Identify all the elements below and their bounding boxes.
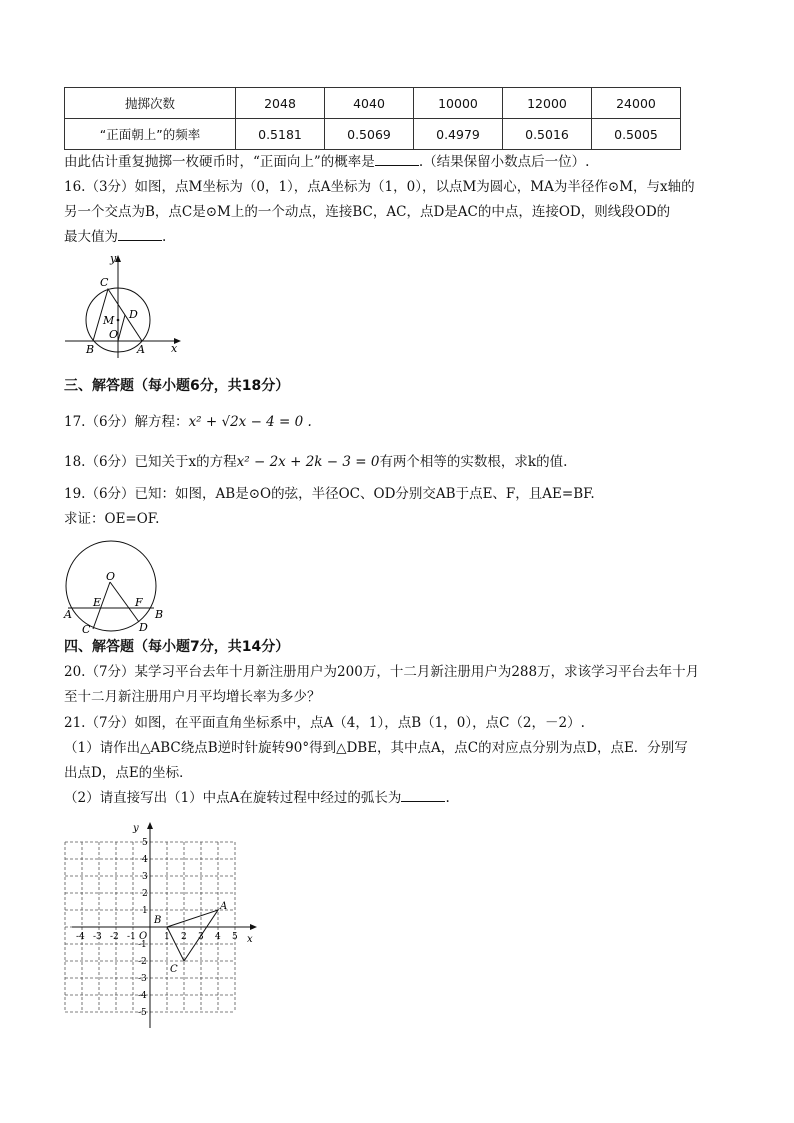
- q18-suffix: 有两个相等的实数根，求k的值.: [379, 454, 568, 470]
- table-cell: 12000: [503, 88, 592, 119]
- q20-line2: 至十二月新注册用户月平均增长率为多少？: [64, 689, 321, 705]
- table-cell: 0.5181: [236, 119, 325, 150]
- y-tick-label: -1: [138, 940, 147, 950]
- label-m: M: [103, 314, 115, 327]
- label-e: E: [93, 596, 102, 609]
- x-tick-label: -3: [93, 932, 102, 942]
- q18: [64, 453, 567, 471]
- y-tick-labels: [138, 838, 148, 1018]
- table-cell: 2048: [236, 88, 325, 119]
- q16-text: 最大值为: [64, 229, 118, 245]
- q17-prefix: 17.（6分）解方程：: [64, 414, 189, 430]
- q18-equation: x² − 2x + 2k − 3 = 0: [236, 454, 380, 470]
- q17-equation: x² + √2x − 4 = 0 .: [188, 414, 312, 430]
- q19-figure: [60, 534, 170, 638]
- x-tick-label: 2: [181, 932, 187, 942]
- q15-conclusion: [64, 153, 589, 171]
- q18-prefix: 18.（6分）已知关于x的方程: [64, 454, 237, 470]
- x-tick-label: -4: [76, 932, 85, 942]
- answer-blank: [375, 153, 419, 166]
- circle-o: [66, 541, 156, 631]
- x-tick-label: 5: [232, 932, 238, 942]
- x-tick-label: -1: [127, 932, 136, 942]
- y-tick-label: 5: [142, 838, 148, 848]
- q21-line1: 21.（7分）如图，在平面直角坐标系中，点A（4，1），点B（1，0），点C（2，－2）.: [64, 715, 585, 731]
- label-d: D: [129, 308, 138, 321]
- q16-end: .: [162, 229, 167, 245]
- frequency-table: [64, 87, 681, 150]
- answer-blank: [118, 228, 162, 241]
- x-tick-label: 3: [198, 932, 204, 942]
- x-tick-label: 1: [164, 932, 170, 942]
- q16-line2: 另一个交点为B，点C是⊙M上的一个动点，连接BC，AC，点D是AC的中点，连接OD，则线段OD的: [64, 204, 671, 220]
- y-tick-label: 1: [142, 906, 148, 916]
- triangle-abc: [167, 910, 218, 961]
- label-b: B: [155, 608, 164, 621]
- q16-line3: [64, 228, 166, 246]
- y-tick-label: -4: [138, 991, 147, 1001]
- q16-line1: 16.（3分）如图，点M坐标为（0，1），点A坐标为（1，0），以点M为圆心，MA为半径作⊙M，与x轴的: [64, 179, 695, 195]
- table-cell: 24000: [592, 88, 681, 119]
- table-cell: 0.5016: [503, 119, 592, 150]
- y-tick-label: 3: [142, 872, 148, 882]
- table-cell: 0.5069: [325, 119, 414, 150]
- q19-line2: 求证：OE=OF.: [64, 511, 160, 527]
- label-f: F: [135, 596, 143, 609]
- section-heading: 四、解答题（每小题7分，共14分）: [64, 639, 290, 655]
- table-row: [65, 88, 681, 119]
- q15-text-end: .（结果保留小数点后一位）.: [418, 154, 590, 170]
- q21-line3: 出点D，点E的坐标．: [64, 765, 193, 781]
- x-tick-label: -2: [110, 932, 119, 942]
- label-o: O: [139, 931, 148, 942]
- label-a: A: [64, 608, 72, 621]
- label-c: C: [170, 964, 178, 975]
- point-m: [117, 319, 120, 322]
- q16-figure: [60, 250, 190, 360]
- label-a: A: [220, 901, 228, 912]
- label-o: O: [109, 328, 119, 341]
- y-tick-label: -3: [138, 974, 147, 984]
- label-c: C: [100, 276, 109, 289]
- y-tick-label: 4: [142, 855, 148, 865]
- x-tick-labels: [76, 932, 238, 942]
- table-cell: “正面朝上”的频率: [65, 119, 236, 150]
- q20-line1: 20.（7分）某学习平台去年十月新注册用户为200万，十二月新注册用户为288万，求该学习平台去年十月: [64, 664, 700, 680]
- q21-grid-figure: [62, 818, 262, 1033]
- q21-text: （2）请直接写出（1）中点A在旋转过程中经过的弧长为: [64, 790, 402, 806]
- table-cell: 0.4979: [414, 119, 503, 150]
- q15-text: 由此估计重复抛掷一枚硬币时，“正面向上”的概率是: [64, 154, 375, 170]
- label-b: B: [154, 915, 162, 926]
- y-tick-label: -2: [138, 957, 147, 967]
- table-cell: 4040: [325, 88, 414, 119]
- label-a: A: [137, 343, 145, 356]
- q21-line4: [64, 789, 450, 807]
- table-row: [65, 119, 681, 150]
- q21-end: .: [445, 790, 450, 806]
- x-tick-label: 4: [215, 932, 221, 942]
- q21-line2: （1）请作出△ABC绕点B逆时针旋转90°得到△DBE，其中点A，点C的对应点分别为点D，点E．分别写: [64, 740, 688, 756]
- label-d: D: [139, 621, 148, 634]
- table-cell: 10000: [414, 88, 503, 119]
- x-label: x: [171, 342, 178, 355]
- section-heading: 三、解答题（每小题6分，共18分）: [64, 378, 290, 394]
- x-label: x: [247, 934, 253, 945]
- y-label: y: [133, 823, 139, 834]
- table-cell: 抛掷次数: [65, 88, 236, 119]
- segment-od: [118, 315, 125, 341]
- y-tick-label: 2: [142, 889, 148, 899]
- q17: [64, 413, 312, 431]
- y-tick-label: -5: [138, 1008, 147, 1018]
- label-b: B: [86, 343, 95, 356]
- table-cell: 0.5005: [592, 119, 681, 150]
- label-c: C: [82, 623, 91, 636]
- y-label: y: [110, 252, 117, 265]
- label-o: O: [106, 570, 116, 583]
- q19-line1: 19.（6分）已知：如图，AB是⊙O的弦，半径OC、OD分别交AB于点E、F，且AE=BF.: [64, 486, 595, 502]
- answer-blank: [401, 789, 445, 802]
